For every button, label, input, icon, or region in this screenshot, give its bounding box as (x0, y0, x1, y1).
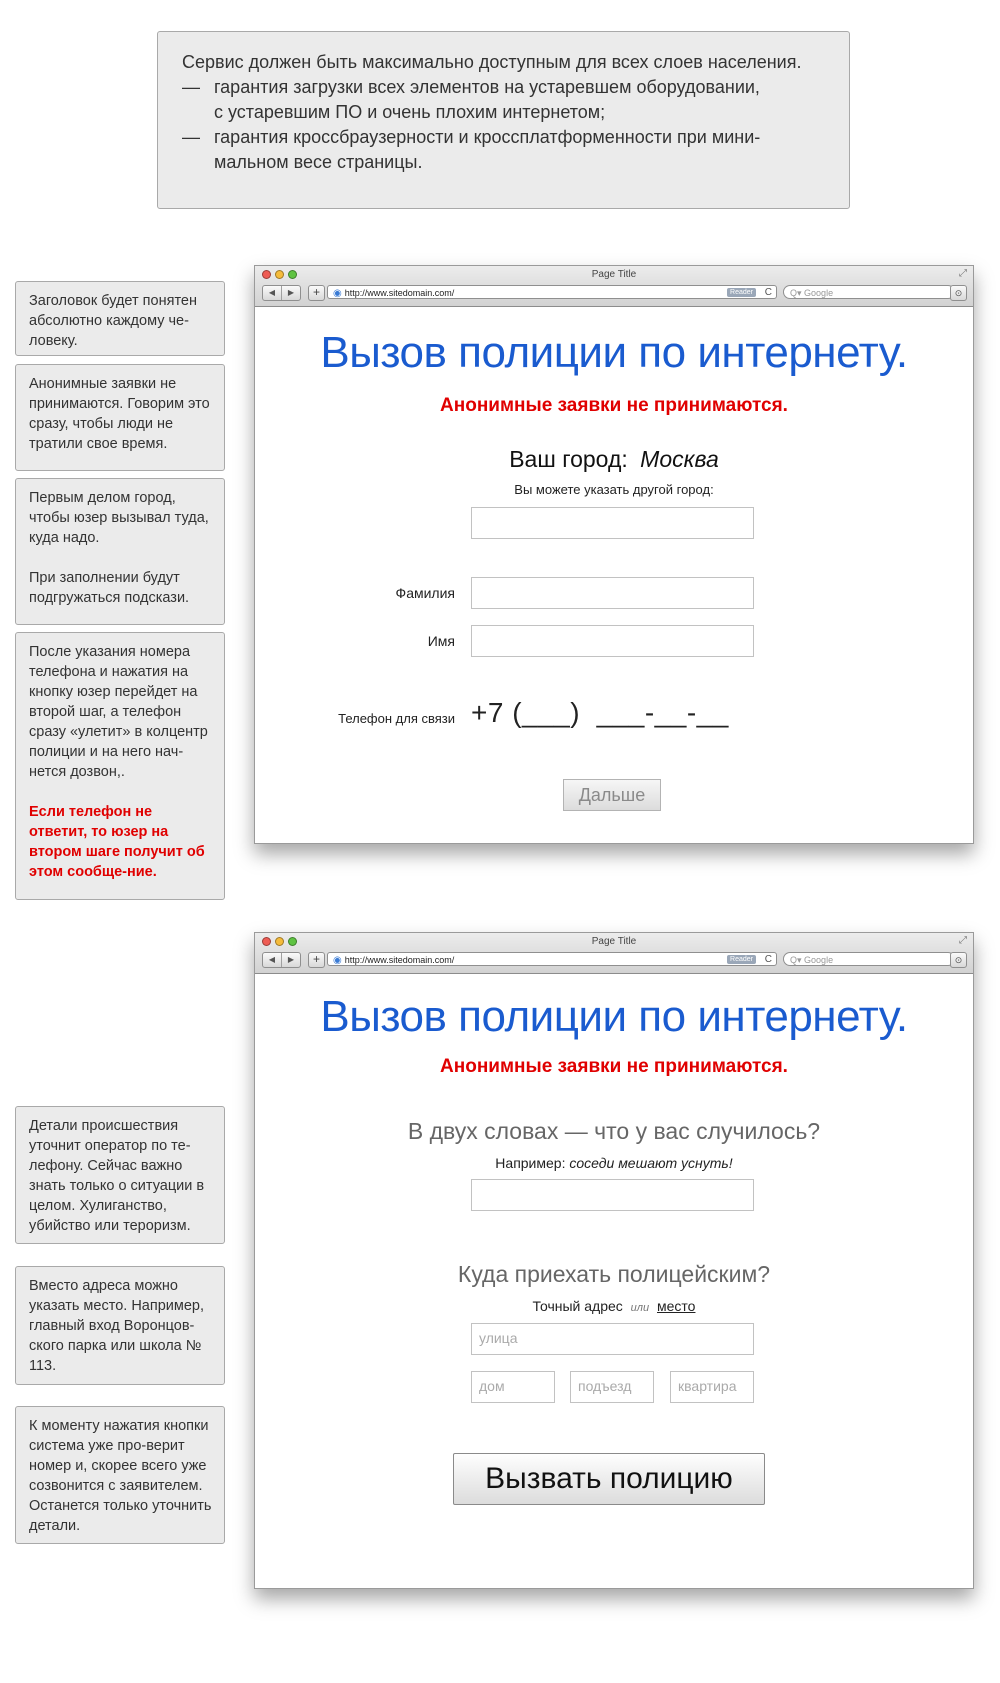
back-icon[interactable]: ◀ (268, 288, 276, 297)
next-button[interactable]: Дальше (563, 779, 661, 811)
resize-icon[interactable]: ⤢ (959, 268, 967, 279)
annotation-note: Заголовок будет понятен абсолютно каждому че-ловеку. (15, 281, 225, 356)
requirements-intro: Сервис должен быть максимально доступным для всех слоев населения. (182, 52, 802, 72)
window-title: Page Title (591, 936, 637, 947)
reader-button[interactable]: Reader (727, 955, 756, 964)
apartment-input[interactable]: квартира (670, 1371, 754, 1403)
requirement-item: — гарантия загрузки всех элементов на устаревшем оборудовании, с устаревшим ПО и очень плохим интернетом; (182, 77, 760, 122)
incident-example: Например: соседи мешают уснуть! (495, 1155, 733, 1171)
address-bar[interactable] (327, 285, 777, 299)
address-mode-switch: Точный адрес или место (532, 1298, 696, 1314)
browser-window-step1 (254, 265, 974, 844)
search-placeholder: Google (804, 955, 834, 965)
back-icon[interactable]: ◀ (268, 955, 276, 964)
street-input[interactable]: улица (471, 1323, 754, 1355)
requirement-item: — гарантия кроссбраузерности и кроссплатформенности при мини- мальном весе страницы. (182, 127, 761, 172)
annotation-note: Вместо адреса можно указать место. Например, главный вход Воронцов-ского парка или школа № 113. (15, 1266, 225, 1385)
globe-icon: ◉ (333, 288, 342, 299)
page-content (255, 307, 973, 843)
surname-label: Фамилия (395, 585, 455, 601)
anonymous-warning: Анонимные заявки не принимаются. (440, 395, 788, 416)
forward-icon[interactable]: ▶ (281, 286, 300, 300)
city-input[interactable] (471, 507, 754, 539)
place-link[interactable]: место (657, 1298, 696, 1314)
exact-address-option[interactable]: Точный адрес (532, 1298, 623, 1314)
city-label: Ваш город: (509, 446, 628, 472)
forward-icon[interactable]: ▶ (281, 953, 300, 967)
house-input[interactable]: дом (471, 1371, 555, 1403)
download-icon[interactable]: ⊙ (950, 952, 967, 968)
url-text: http://www.sitedomain.com/ (344, 955, 455, 965)
phone-label: Телефон для связи (338, 711, 455, 726)
globe-icon: ◉ (333, 955, 342, 966)
page-title: Вызов полиции по интернету. (320, 992, 908, 1041)
resize-icon[interactable]: ⤢ (959, 935, 967, 946)
annotation-note: Детали происшествия уточнит оператор по те-лефону. Сейчас важно знать только о ситуации в целом. Хулиганство, убийство или тероризм. (15, 1106, 225, 1244)
browser-toolbar (255, 266, 973, 307)
reader-button[interactable]: Reader (727, 288, 756, 297)
reload-icon[interactable]: C (764, 954, 772, 965)
reload-icon[interactable]: C (764, 287, 772, 298)
city-line (255, 446, 973, 473)
warning-text: Если телефон не ответит, то юзер на втором шаге получит об этом сообще-ние. (29, 804, 205, 880)
annotation-note: Анонимные заявки не принимаются. Говорим это сразу, чтобы люди не тратили свое время. (15, 364, 225, 471)
incident-input[interactable] (471, 1179, 754, 1211)
search-placeholder: Google (804, 288, 834, 298)
name-input[interactable] (471, 625, 754, 657)
new-tab-button[interactable]: + (308, 285, 325, 301)
download-icon[interactable]: ⊙ (950, 285, 967, 301)
annotation-note: К моменту нажатия кнопки система уже про-верит номер и, скорее всего уже созвонится с заявителем. Останется только уточнить детали. (15, 1406, 225, 1544)
requirements-note (157, 31, 850, 209)
new-tab-button[interactable]: + (308, 952, 325, 968)
browser-toolbar (255, 933, 973, 974)
window-title: Page Title (591, 269, 637, 280)
nav-buttons (262, 952, 301, 968)
search-icon: Q▾ (790, 288, 802, 298)
city-value[interactable]: Москва (640, 446, 719, 472)
address-bar[interactable] (327, 952, 777, 966)
annotation-note: После указания номера телефона и нажатия на кнопку юзер перейдет на второй шаг, а телефон сразу «улетит» в колцентр полиции и на него нач-нется дозвон,. Если телефон не ответит, то юзер на втором шаге получит об этом сообще-ние. (15, 632, 225, 900)
call-police-button[interactable]: Вызвать полицию (453, 1453, 765, 1505)
phone-input[interactable]: +7 (___) ___-__-__ (471, 697, 729, 728)
page-title: Вызов полиции по интернету. (320, 328, 908, 377)
city-hint: Вы можете указать другой город: (514, 482, 714, 497)
search-icon: Q▾ (790, 955, 802, 965)
annotation-note: Первым делом город, чтобы юзер вызывал туда, куда надо. При заполнении будут подгружаться подскази. (15, 478, 225, 625)
surname-input[interactable] (471, 577, 754, 609)
url-text: http://www.sitedomain.com/ (344, 288, 455, 298)
location-heading: Куда приехать полицейским? (457, 1261, 771, 1287)
anonymous-warning: Анонимные заявки не принимаются. (440, 1056, 788, 1077)
nav-buttons (262, 285, 301, 301)
name-label: Имя (427, 633, 455, 649)
entrance-input[interactable]: подъезд (570, 1371, 654, 1403)
search-input[interactable] (783, 952, 955, 966)
browser-window-step2 (254, 932, 974, 1589)
search-input[interactable] (783, 285, 955, 299)
page-content (255, 974, 973, 1588)
incident-heading: В двух словах — что у вас случилось? (407, 1118, 821, 1144)
